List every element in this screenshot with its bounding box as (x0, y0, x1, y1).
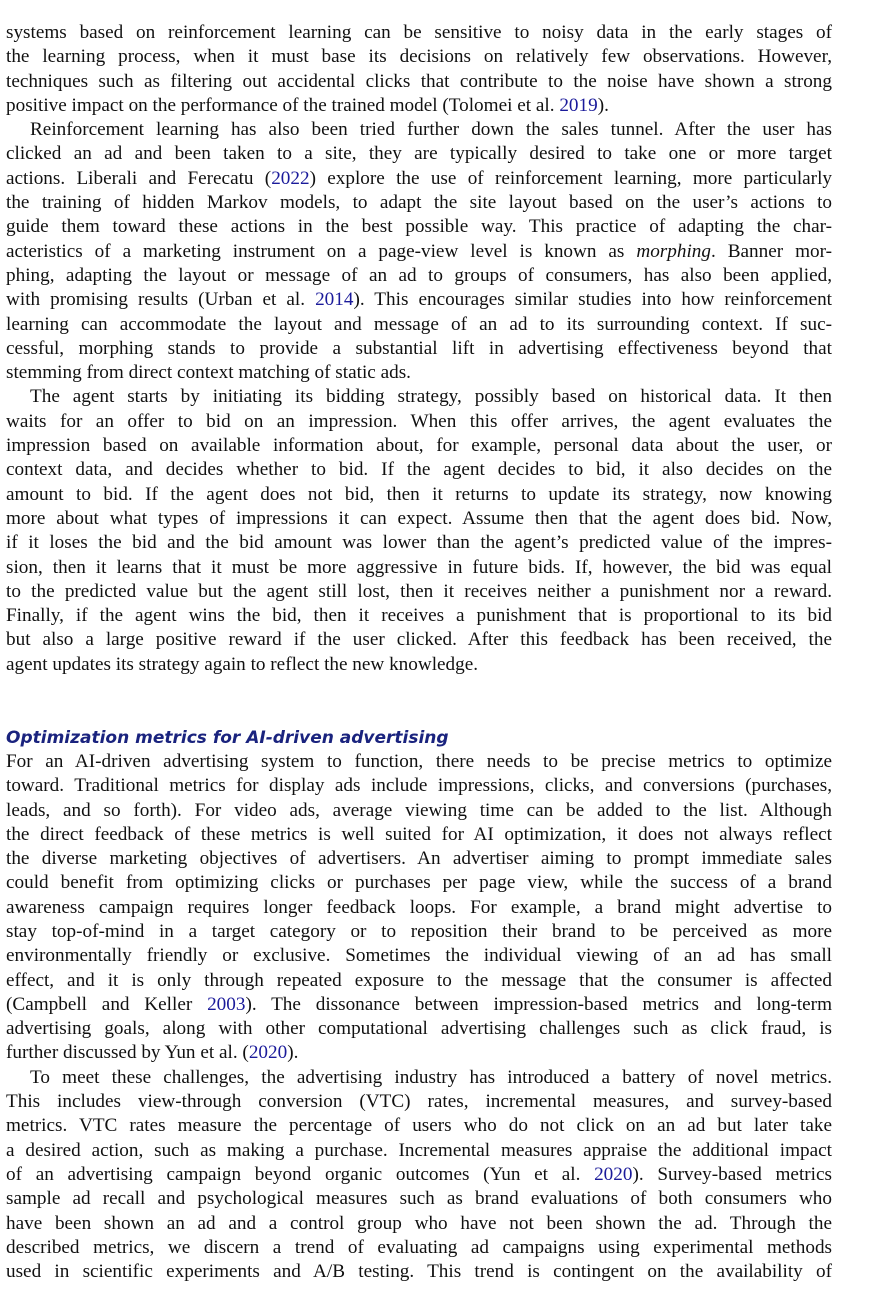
text-line (6, 823, 832, 847)
text-line (6, 920, 832, 944)
section-heading: Optimization metrics for AI-driven advertising (6, 727, 449, 748)
text-run: ). Survey-based metrics (632, 1163, 832, 1185)
text-run: ). (287, 1042, 299, 1064)
text-line (6, 167, 832, 191)
text-line (6, 191, 832, 215)
text-run: sample ad recall and psychological measures such as brand evaluations of both consumers who (6, 1188, 832, 1210)
text-line (6, 483, 832, 507)
text-line (6, 556, 832, 580)
text-run: environmentally friendly or exclusive. Sometimes the individual viewing of an ad has small (6, 945, 832, 967)
text-line (6, 871, 832, 895)
text-line (6, 1017, 832, 1041)
text-run: . Banner mor- (710, 240, 832, 262)
text-run: described metrics, we discern a trend of evaluating ad campaigns using experimental methods (6, 1236, 832, 1258)
text-line (6, 1187, 832, 1211)
text-line (6, 264, 832, 288)
citation-link[interactable]: 2022 (271, 167, 310, 189)
text-line (6, 1163, 832, 1187)
text-run: amount to bid. If the agent does not bid, then it returns to update its strategy, now knowing (6, 483, 832, 505)
text-line (6, 240, 832, 264)
text-line (6, 410, 832, 434)
text-run: metrics. VTC rates measure the percentage of users who do not click on an ad but later take (6, 1115, 832, 1137)
text-line (6, 1212, 832, 1236)
section-spacer (6, 677, 832, 726)
text-run: effect, and it is only through repeated exposure to the message that the consumer is affected (6, 969, 832, 991)
text-run: have been shown an ad and a control group who have not been shown the ad. Through the (6, 1212, 832, 1234)
text-run: actions. Liberali and Ferecatu ( (6, 167, 272, 189)
text-run: To meet these challenges, the advertising industry has introduced a battery of novel metrics. (30, 1066, 832, 1088)
text-run: context data, and decides whether to bid. If the agent decides to bid, it also decides on the (6, 459, 832, 481)
text-run: For an AI-driven advertising system to function, there needs to be precise metrics to optimize (6, 750, 832, 772)
text-line (6, 896, 832, 920)
text-line (6, 653, 832, 677)
text-line (6, 434, 832, 458)
text-line (6, 799, 832, 823)
text-run: ). This encourages similar studies into how reinforcement (353, 289, 832, 311)
text-run: waits for an offer to bid on an impression. When this offer arrives, the agent evaluates the (6, 410, 832, 432)
paragraph (6, 385, 832, 677)
text-line (6, 1066, 832, 1090)
text-line (6, 45, 832, 69)
text-run: more about what types of impressions it can expect. Assume then that the agent does bid. Now, (6, 507, 832, 529)
text-line (6, 385, 832, 409)
text-run: but also a large positive reward if the user clicked. After this feedback has been received, the (6, 629, 832, 651)
text-run: used in scientific experiments and A/B testing. This trend is contingent on the availability of (6, 1261, 832, 1283)
text-line (6, 1260, 832, 1284)
text-line (6, 628, 832, 652)
text-run: awareness campaign requires longer feedback loops. For example, a brand might advertise to (6, 896, 832, 918)
text-run: guide them toward these actions in the best possible way. This practice of adapting the char- (6, 216, 832, 238)
text-line (6, 580, 832, 604)
text-line (6, 361, 832, 385)
text-line (6, 847, 832, 871)
text-run: acteristics of a marketing instrument on a page-view level is known as (6, 240, 637, 262)
text-run: The agent starts by initiating its bidding strategy, possibly based on historical data. It then (30, 386, 832, 408)
text-line (6, 337, 832, 361)
text-line (6, 1041, 832, 1065)
text-run: cessful, morphing stands to provide a substantial lift in advertising effectiveness beyond that (6, 337, 832, 359)
text-run: systems based on reinforcement learning can be sensitive to noisy data in the early stages of (6, 22, 832, 43)
text-line (6, 774, 832, 798)
text-line (6, 993, 832, 1017)
text-line (6, 70, 832, 94)
text-line (6, 604, 832, 628)
emphasis-text: morphing (636, 240, 711, 262)
citation-link[interactable]: 2019 (559, 94, 598, 116)
text-run: if it loses the bid and the bid amount was lower than the agent’s predicted value of the impres- (6, 532, 832, 554)
text-line (6, 94, 832, 118)
text-run: clicked an ad and been taken to a site, they are typically desired to take one or more target (6, 143, 832, 165)
text-line (6, 1236, 832, 1260)
text-run: ). (597, 94, 609, 116)
text-line (6, 1090, 832, 1114)
text-run: further discussed by Yun et al. ( (6, 1042, 249, 1064)
text-line (6, 1139, 832, 1163)
text-line (6, 944, 832, 968)
text-run: a desired action, such as making a purchase. Incremental measures appraise the additional impact (6, 1139, 832, 1161)
text-run: could benefit from optimizing clicks or purchases per page view, while the success of a brand (6, 872, 832, 894)
text-run: the learning process, when it must base its decisions on relatively few observations. However, (6, 46, 832, 68)
text-run: phing, adapting the layout or message of an ad to groups of consumers, has also been applied, (6, 264, 832, 286)
paragraph (6, 1066, 832, 1285)
text-line (6, 215, 832, 239)
paragraph (6, 750, 832, 1066)
text-line (6, 507, 832, 531)
text-run: leads, and so forth). For video ads, average viewing time can be added to the list. Although (6, 799, 832, 821)
text-run: to the predicted value but the agent still lost, then it receives neither a punishment nor a reward. (6, 580, 832, 602)
text-run: stay top-of-mind in a target category or to reposition their brand to be perceived as more (6, 920, 832, 942)
text-line (6, 750, 832, 774)
text-line (6, 458, 832, 482)
text-run: the direct feedback of these metrics is well suited for AI optimization, it does not always reflect (6, 823, 832, 845)
text-run: with promising results (Urban et al. (6, 289, 316, 311)
text-run: positive impact on the performance of the trained model (Tolomei et al. (6, 94, 560, 116)
text-line (6, 313, 832, 337)
text-run: agent updates its strategy again to reflect the new knowledge. (6, 653, 479, 675)
citation-link[interactable]: 2020 (594, 1163, 633, 1185)
text-run: ) explore the use of reinforcement learning, more particularly (309, 167, 832, 189)
text-run: sion, then it learns that it must be more aggressive in future bids. If, however, the bid was equal (6, 556, 832, 578)
citation-link[interactable]: 2003 (207, 993, 246, 1015)
text-run: toward. Traditional metrics for display ads include impressions, clicks, and conversions (purchases, (6, 775, 832, 797)
paragraph (6, 21, 832, 118)
text-line (6, 142, 832, 166)
text-run: advertising goals, along with other computational advertising challenges such as click fraud, is (6, 1018, 832, 1040)
citation-link[interactable]: 2020 (248, 1042, 288, 1064)
text-run: This includes view-through conversion (VTC) rates, incremental measures, and survey-based (6, 1091, 832, 1113)
text-line (6, 531, 832, 555)
text-line (6, 1114, 832, 1138)
text-run: impression based on available information about, for example, personal data about the user, or (6, 435, 832, 457)
text-line (6, 118, 832, 142)
text-run: stemming from direct context matching of static ads. (6, 362, 411, 384)
text-run: techniques such as filtering out accidental clicks that contribute to the noise have shown a strong (6, 70, 832, 92)
text-line (6, 288, 832, 312)
citation-link[interactable]: 2014 (315, 289, 354, 311)
text-line (6, 969, 832, 993)
text-run: learning can accommodate the layout and message of an ad to its surrounding context. If suc- (6, 313, 832, 335)
text-run: (Campbell and Keller (6, 993, 208, 1015)
text-line (6, 21, 832, 45)
text-run: ). The dissonance between impression-based metrics and long-term (245, 993, 832, 1015)
paragraph (6, 118, 832, 385)
text-run: the training of hidden Markov models, to adapt the site layout based on the user’s actions to (6, 192, 832, 214)
text-run: Finally, if the agent wins the bid, then it receives a punishment that is proportional to its bid (6, 605, 832, 627)
text-run: of an advertising campaign beyond organic outcomes (Yun et al. (6, 1163, 595, 1185)
text-run: the diverse marketing objectives of advertisers. An advertiser aiming to prompt immediate sales (6, 848, 832, 870)
text-run: Reinforcement learning has also been tried further down the sales tunnel. After the user has (30, 119, 832, 141)
